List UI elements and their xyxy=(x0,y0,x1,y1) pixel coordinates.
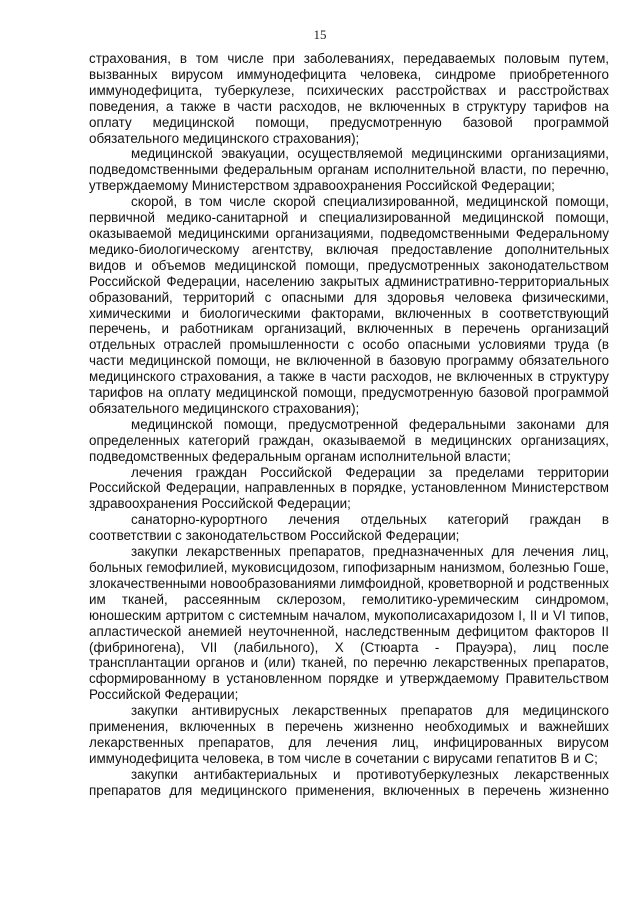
paragraph-sanatorium-treatment: санаторно-курортного лечения отдельных категорий граждан в соответствии с законодательством Российской Федерации; xyxy=(89,512,609,544)
paragraph-emergency-care: скорой, в том числе скорой специализированной, медицинской помощи, первичной медико-санитарной и специализированной медицинской помощи, оказываемой медицинскими организациями, подведомственными Федеральному медико-биологическому агентству, включая предоставление дополнительных видов и объемов медицинской помощи, предусмотренных законодательством Российской Федерации, населению закрытых административно-территориальных образований, территорий с опасными для здоровья человека физическими, химическими и биологическими факторами, включенных в соответствующий перечень, и работникам организаций, включенных в перечень организаций отдельных отраслей промышленности с особо опасными условиями труда (в части медицинской помощи, не включенной в базовую программу обязательного медицинского страхования, а также в части расходов, не включенных в структуру тарифов на оплату медицинской помощи, предусмотренную базовой программой обязательного медицинского страхования); xyxy=(89,194,609,416)
paragraph-continuation: страхования, в том числе при заболеваниях, передаваемых половым путем, вызванных вирусом иммунодефицита человека, синдроме приобретенного иммунодефицита, туберкулезе, психических расстройствах и расстройствах поведения, а также в части расходов, не включенных в структуру тарифов на оплату медицинской помощи, предусмотренную базовой программой обязательного медицинского страхования); xyxy=(89,51,609,146)
document-body xyxy=(89,51,609,799)
paragraph-treatment-abroad: лечения граждан Российской Федерации за пределами территории Российской Федерации, направленных в порядке, установленном Министерством здравоохранения Российской Федерации; xyxy=(89,464,609,512)
paragraph-drug-procurement: закупки лекарственных препаратов, предназначенных для лечения лиц, больных гемофилией, муковисцидозом, гипофизарным нанизмом, болезнью Гоше, злокачественными новообразованиями лимфоидной, кроветворной и родственных им тканей, рассеянным склерозом, гемолитико-уремическим синдромом, юношеским артритом с системным началом, мукополисахаридозом I, II и VI типов, апластической анемией неуточненной, наследственным дефицитом факторов II (фибриногена), VII (лабильного), X (Стюарта - Прауэра), лиц после трансплантации органов и (или) тканей, по перечню лекарственных препаратов, сформированному в установленном порядке и утверждаемому Правительством Российской Федерации; xyxy=(89,544,609,703)
paragraph-medical-evacuation: медицинской эвакуации, осуществляемой медицинскими организациями, подведомственными федеральным органам исполнительной власти, по перечню, утверждаемому Министерством здравоохранения Российской Федерации; xyxy=(89,146,609,194)
paragraph-federal-laws-care: медицинской помощи, предусмотренной федеральными законами для определенных категорий граждан, оказываемой в медицинских организациях, подведомственных федеральным органам исполнительной власти; xyxy=(89,416,609,464)
paragraph-antiviral-procurement: закупки антивирусных лекарственных препаратов для медицинского применения, включенных в перечень жизненно необходимых и важнейших лекарственных препаратов, для лечения лиц, инфицированных вирусом иммунодефицита человека, в том числе в сочетании с вирусами гепатитов B и C; xyxy=(89,703,609,766)
page-number: 15 xyxy=(313,27,327,42)
paragraph-antibacterial-procurement: закупки антибактериальных и противотуберкулезных лекарственных препаратов для медицинского применения, включенных в перечень жизненно xyxy=(89,766,609,798)
